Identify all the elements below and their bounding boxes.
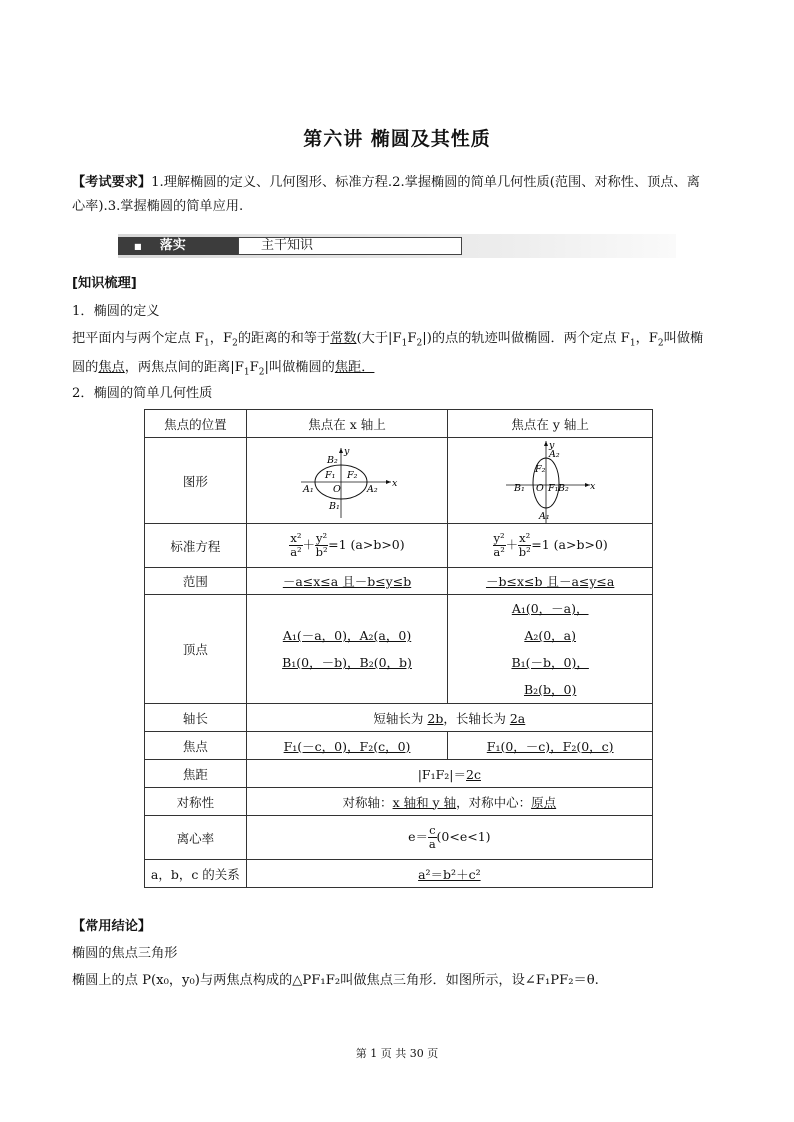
table-row — [145, 568, 653, 595]
x-arrow-icon — [386, 480, 391, 484]
row-label: 离心率 — [145, 816, 247, 860]
knowledge-label: [知识梳理] — [72, 276, 137, 291]
vertex-label: A₂ — [549, 448, 560, 460]
vertices-x: A₁(－a，0)，A₂(a，0) B₁(0，－b)，B₂(0，b) — [246, 595, 448, 704]
focus-label: F₁ — [548, 482, 559, 494]
vertex-label: A₁ — [303, 483, 314, 495]
vertex-label: B₁ — [514, 482, 525, 494]
vertex-label: A₂ — [367, 483, 378, 495]
table-header: 焦点在 x 轴上 — [246, 410, 448, 438]
section2-title: 2．椭圆的简单几何性质 — [72, 386, 213, 401]
origin-label: O — [333, 483, 341, 495]
exam-line1: 1.理解椭圆的定义、几何图形、标准方程.2.掌握椭圆的简单几何性质(范围、对称性、顶点、离 — [151, 175, 700, 190]
axis-label: x — [392, 477, 398, 489]
banner-dark — [118, 237, 238, 255]
foci-y: F₁(0，－c)，F₂(0，c) — [448, 732, 653, 760]
table-row — [145, 704, 653, 732]
conclusion-line2: 椭圆上的点 P(x₀，y₀)与两焦点构成的△PF₁F₂叫做焦点三角形．如图所示，设∠F₁PF₂＝θ. — [72, 973, 599, 988]
table-row — [145, 860, 653, 888]
symmetry: 对称轴：x 轴和 y 轴，对称中心：原点 — [246, 788, 652, 816]
row-label: 轴长 — [145, 704, 247, 732]
focal-distance: |F₁F₂|＝2c — [246, 760, 652, 788]
ellipse-x-figure — [295, 444, 399, 518]
axis-label: x — [590, 480, 596, 492]
table-row — [145, 524, 653, 568]
row-label: 标准方程 — [145, 524, 247, 568]
row-label: 顶点 — [145, 595, 247, 704]
focus-label: F₁ — [325, 469, 336, 481]
abc-relation: a²＝b²＋c² — [246, 860, 652, 888]
vertex-label: A₁ — [539, 510, 550, 522]
axis-length: 短轴长为 2b，长轴长为 2a — [246, 704, 652, 732]
table-row — [145, 816, 653, 860]
table-row — [145, 438, 653, 524]
table-row — [145, 410, 653, 438]
banner-dark-label: 落实 — [159, 238, 186, 253]
row-label: 范围 — [145, 568, 247, 595]
table-header: 焦点的位置 — [145, 410, 247, 438]
exam-line2: 心率).3.掌握椭圆的简单应用. — [72, 199, 244, 214]
y-arrow-icon — [544, 441, 548, 446]
figure-y-cell — [448, 438, 653, 524]
table-row — [145, 595, 653, 704]
figure-x-cell — [246, 438, 448, 524]
origin-label: O — [536, 482, 544, 494]
section-banner — [118, 234, 676, 258]
range-x: －a≤x≤a 且－b≤y≤b — [246, 568, 448, 595]
row-label: 焦距 — [145, 760, 247, 788]
conclusion-label: 【常用结论】 — [72, 919, 152, 934]
axis-label: y — [344, 445, 350, 457]
properties-table — [144, 409, 653, 888]
banner-light-label: 主干知识 — [261, 238, 314, 253]
ellipse-y-figure — [498, 439, 602, 523]
foci-x: F₁(－c，0)，F₂(c，0) — [246, 732, 448, 760]
page-footer: 第 1 页 共 30 页 — [355, 1047, 439, 1060]
section1-title: 1．椭圆的定义 — [72, 304, 160, 319]
vertices-y: A₁(0，－a)， A₂(0，a) B₁(－b，0)， B₂(b，0) — [448, 595, 653, 704]
y-arrow-icon — [339, 448, 343, 453]
range-y: －b≤x≤b 且－a≤y≤a — [448, 568, 653, 595]
vertex-label: B₂ — [558, 482, 569, 494]
exam-requirements — [72, 171, 732, 219]
table-row — [145, 760, 653, 788]
page-title: 第六讲 椭圆及其性质 — [303, 128, 491, 150]
row-label: a，b，c 的关系 — [145, 860, 247, 888]
conclusion-line1: 椭圆的焦点三角形 — [72, 946, 178, 961]
axis-label: y — [549, 439, 555, 451]
equation-y: $\frac{\text{y²}}{\text{a²}}$ ＋ $\frac{\text{x²}}{\text{b²}}$ =1 (a>b>0) — [448, 524, 653, 568]
focus-label: F₂ — [347, 469, 358, 481]
row-label: 对称性 — [145, 788, 247, 816]
exam-label: 【考试要求】 — [72, 175, 152, 190]
banner-light — [238, 237, 462, 255]
row-label: 图形 — [145, 438, 247, 524]
table-row — [145, 732, 653, 760]
eccentricity: e＝ $\frac{c}{a}$ (0<e<1) — [246, 816, 652, 860]
vertex-label: B₂ — [327, 454, 338, 466]
vertex-label: B₁ — [329, 500, 340, 512]
ellipse-definition: 把平面内与两个定点 $F_1$，$F_2$的距离的和等于常数(大于$|F_1F_2|$)的点的轨迹叫做椭圆．两个定点 $F_1$，$F_2$叫做椭 圆的焦点，两焦点间的距离$|F_1F_2|$叫做椭圆的焦距． — [72, 331, 704, 378]
square-bullet-icon: ■ — [134, 242, 142, 251]
equation-x: $\frac{\text{x²}}{\text{a²}}$ ＋ $\frac{\text{y²}}{\text{b²}}$ =1 (a>b>0) — [246, 524, 448, 568]
focus-label: F₂ — [535, 463, 546, 475]
row-label: 焦点 — [145, 732, 247, 760]
table-header: 焦点在 y 轴上 — [448, 410, 653, 438]
table-row — [145, 788, 653, 816]
